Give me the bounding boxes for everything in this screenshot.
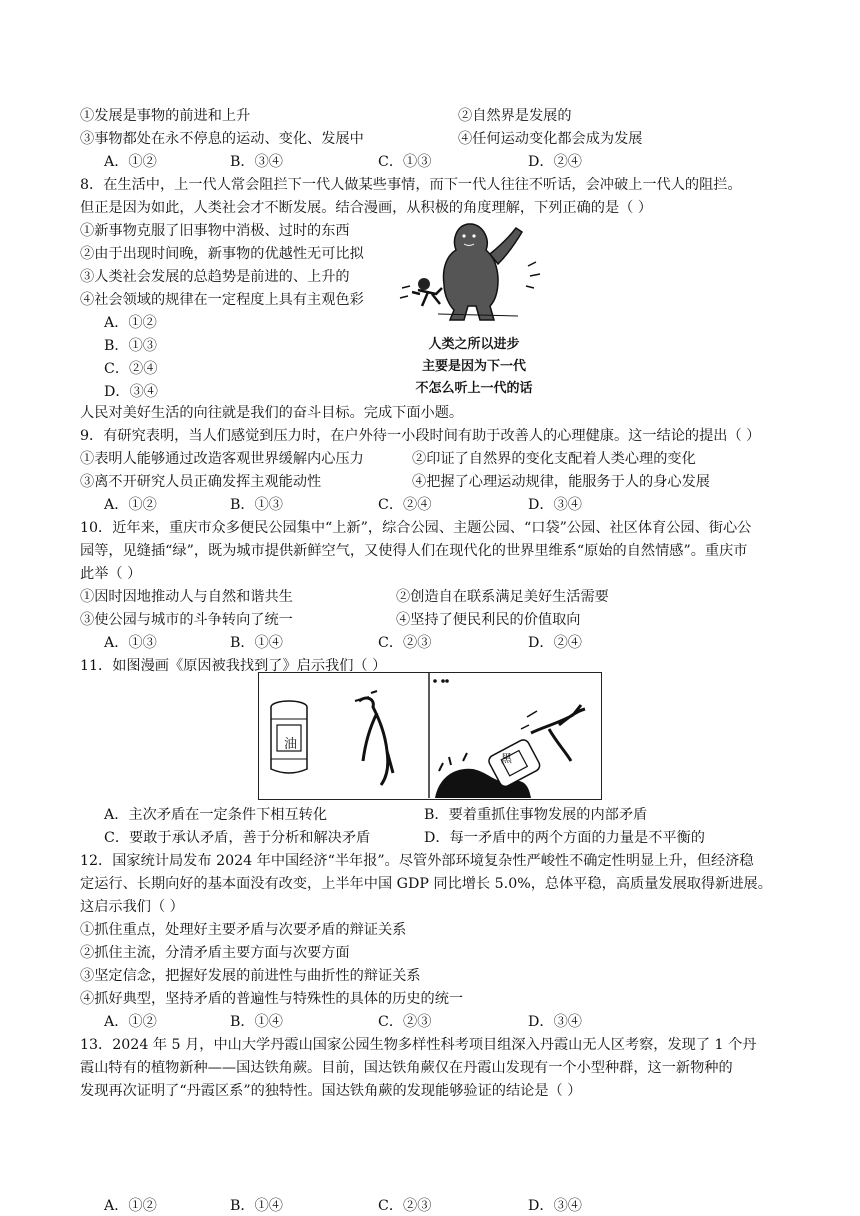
q12-option-c[interactable]: C．②③ xyxy=(378,1014,432,1030)
q8-caption-line-1: 人类之所以进步 xyxy=(428,337,520,352)
q9-statement-4: ④把握了心理运动规律，能服务于人的身心发展 xyxy=(412,474,710,490)
q8-option-b[interactable]: B．①③ xyxy=(104,338,157,354)
q12-option-d[interactable]: D．③④ xyxy=(528,1014,582,1030)
q8-option-d[interactable]: D．③④ xyxy=(104,384,158,400)
q11-option-d[interactable]: D．每一矛盾中的两个方面的力量是不平衡的 xyxy=(424,830,705,846)
q8-option-c[interactable]: C．②④ xyxy=(104,361,158,377)
oil-barrel-cartoon-illustration xyxy=(259,673,600,798)
q13-option-b[interactable]: B．①④ xyxy=(230,1198,283,1214)
q10-statement-4: ④坚持了便民利民的价值取向 xyxy=(396,612,581,628)
q12-statement-1: ①抓住重点，处理好主要矛盾与次要矛盾的辩证关系 xyxy=(80,922,407,938)
q12-stem-line-2: 定运行、长期向好的基本面没有改变，上半年中国 GDP 同比增长 5.0%，总体平稳，高质量发展取得新进展。 xyxy=(80,876,772,892)
q10-option-b[interactable]: B．①④ xyxy=(230,635,283,651)
q9-option-d[interactable]: D．③④ xyxy=(528,497,582,513)
q7-statement-4: ④任何运动变化都会成为发展 xyxy=(458,131,643,147)
q10-option-a[interactable]: A．①③ xyxy=(104,635,157,651)
q11-stem: 11．如图漫画《原因被我找到了》启示我们（ ） xyxy=(80,658,387,674)
q10-option-c[interactable]: C．②③ xyxy=(378,635,432,651)
q7-option-a[interactable]: A．①② xyxy=(104,154,157,170)
q8-stem-line-1: 8．在生活中，上一代人常会阻拦下一代人做某些事情，而下一代人往往不听话，会冲破上一代人的阻拦。 xyxy=(80,177,742,193)
q7-statement-2: ②自然界是发展的 xyxy=(458,108,572,124)
q11-cartoon xyxy=(258,672,602,800)
q7-option-d[interactable]: D．②④ xyxy=(528,154,582,170)
q9-option-c[interactable]: C．②④ xyxy=(378,497,432,513)
q10-option-d[interactable]: D．②④ xyxy=(528,635,582,651)
section-intro: 人民对美好生活的向往就是我们的奋斗目标。完成下面小题。 xyxy=(80,405,464,421)
q7-option-c[interactable]: C．①③ xyxy=(378,154,432,170)
q10-statement-3: ③使公园与城市的斗争转向了统一 xyxy=(80,612,293,628)
q7-statement-3: ③事物都处在永不停息的运动、变化、发展中 xyxy=(80,131,364,147)
q9-statement-3: ③离不开研究人员正确发挥主观能动性 xyxy=(80,474,322,490)
q8-statement-3: ③人类社会发展的总趋势是前进的、上升的 xyxy=(80,269,350,285)
q8-stem-line-2: 但正是因为如此，人类社会才不断发展。结合漫画，从积极的角度理解，下列正确的是（ ） xyxy=(80,200,653,216)
q9-statement-1: ①表明人能够通过改造客观世界缓解内心压力 xyxy=(80,451,364,467)
q13-option-a[interactable]: A．①② xyxy=(104,1198,157,1214)
q8-statement-2: ②由于出现时间晚，新事物的优越性无可比拟 xyxy=(80,246,364,262)
q10-statement-1: ①因时因地推动人与自然和谐共生 xyxy=(80,589,293,605)
q12-option-a[interactable]: A．①② xyxy=(104,1014,157,1030)
q9-statement-2: ②印证了自然界的变化支配着人类心理的变化 xyxy=(412,451,696,467)
q8-cartoon-caption xyxy=(398,334,550,400)
q12-option-b[interactable]: B．①④ xyxy=(230,1014,283,1030)
q11-option-c[interactable]: C．要敢于承认矛盾，善于分析和解决矛盾 xyxy=(104,830,371,846)
q12-statement-4: ④抓好典型，坚持矛盾的普遍性与特殊性的具体的历史的统一 xyxy=(80,991,464,1007)
q13-stem-line-3: 发现再次证明了“丹霞区系”的独特性。国达铁角蕨的发现能够验证的结论是（ ） xyxy=(80,1083,582,1099)
q7-option-b[interactable]: B．③④ xyxy=(230,154,283,170)
q12-stem-line-3: 这启示我们（ ） xyxy=(80,899,184,915)
q13-stem-line-2: 霞山特有的植物新种——国达铁角蕨。目前，国达铁角蕨仅在丹霞山发现有一个小型种群，这一新物种的 xyxy=(80,1060,733,1076)
q8-statement-4: ④社会领域的规律在一定程度上具有主观色彩 xyxy=(80,292,364,308)
q12-statement-2: ②抓住主流，分清矛盾主要方面与次要方面 xyxy=(80,945,350,961)
q8-statement-1: ①新事物克服了旧事物中消极、过时的东西 xyxy=(80,223,350,239)
tipped-barrel-label: 黑 xyxy=(501,752,512,765)
q10-statement-2: ②创造自在联系满足美好生活需要 xyxy=(396,589,609,605)
q7-statement-1: ①发展是事物的前进和上升 xyxy=(80,108,251,124)
q8-cartoon xyxy=(398,214,550,396)
q8-option-a[interactable]: A．①② xyxy=(104,315,157,331)
q13-stem-line-1: 13．2024 年 5 月，中山大学丹霞山国家公园生物多样性科考项目组深入丹霞山无人区考察，发现了 1 个丹 xyxy=(80,1037,757,1053)
q10-stem-line-2: 园等，见缝插“绿”，既为城市提供新鲜空气，又使得人们在现代化的世界里维系“原始的自然情感”。重庆市 xyxy=(80,543,748,559)
q9-option-a[interactable]: A．①② xyxy=(104,497,157,513)
q12-statement-3: ③坚定信念，把握好发展的前进性与曲折性的辩证关系 xyxy=(80,968,421,984)
oil-barrel-label: 油 xyxy=(284,737,298,752)
q9-stem: 9．有研究表明，当人们感觉到压力时，在户外待一小段时间有助于改善人的心理健康。这一结论的提出（ ） xyxy=(80,428,761,444)
q13-option-c[interactable]: C．②③ xyxy=(378,1198,432,1214)
giant-elder-figure-illustration xyxy=(398,214,550,324)
q13-option-d[interactable]: D．③④ xyxy=(528,1198,582,1214)
q12-stem-line-1: 12．国家统计局发布 2024 年中国经济“半年报”。尽管外部环境复杂性严峻性不确定性明显上升，但经济稳 xyxy=(80,853,754,869)
q11-option-a[interactable]: A．主次矛盾在一定条件下相互转化 xyxy=(104,807,328,823)
q11-option-b[interactable]: B．要着重抓住事物发展的内部矛盾 xyxy=(424,807,648,823)
q10-stem-line-3: 此举（ ） xyxy=(80,566,142,582)
q8-caption-line-2: 主要是因为下一代 xyxy=(421,359,526,374)
q8-caption-line-3: 不怎么听上一代的话 xyxy=(415,381,533,396)
q10-stem-line-1: 10．近年来，重庆市众多便民公园集中“上新”，综合公园、主题公园、“口袋”公园、社区体育公园、街心公 xyxy=(80,520,752,536)
q9-option-b[interactable]: B．①③ xyxy=(230,497,283,513)
